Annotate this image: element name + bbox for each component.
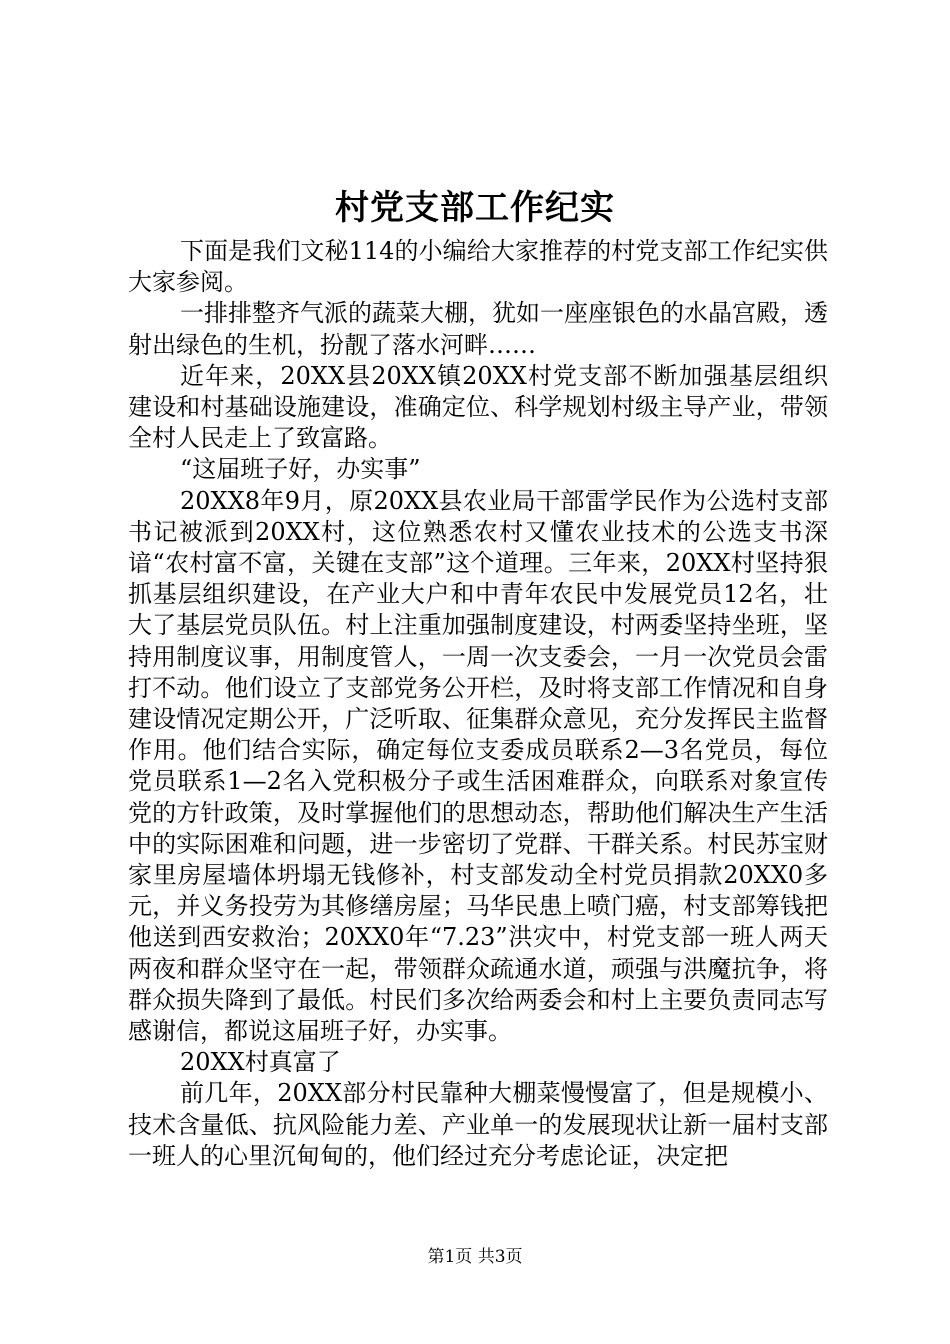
document-title: 村党支部工作纪实	[335, 188, 615, 228]
section-heading-good-team: “这届班子好，办实事”	[180, 455, 421, 484]
paragraph-organization: 20XX8年9月，原20XX县农业局干部雷学民作为公选村支部书记被派到20XX村，这位熟悉农村又懂农业技术的公选支书深谙“农村富不富，关键在支部”这个道理。三年来，20XX村坚持狠抓基层组织建设，在产业大户和中青年农民中发展党员12名，壮大了基层党员队伍。村上注重加强制度建设，村两委坚持坐班，坚持用制度议事，用制度管人，一周一次支委会，一月一次党员会雷打不动。他们设立了支部党务公开栏，及时将支部工作情况和自身建设情况定期公开，广泛听取、征集群众意见，充分发挥民主监督作用。他们结合实际，确定每位支委成员联系2—3名党员，每位党员联系1—2名入党积极分子或生活困难群众，向联系对象宣传党的方针政策，及时掌握他们的思想动态，帮助他们解决生产生活中的实际困难和问题，进一步密切了党群、干群关系。村民苏宝财家里房屋墙体坍塌无钱修补，村支部发动全村党员捐款20XX0多元，并义务投劳为其修缮房屋；马华民患上喷门癌，村支部筹钱把他送到西安救治；20XX0年“7.23”洪灾中，村党支部一班人两天两夜和群众坚守在一起，带领群众疏通水道，顽强与洪魔抗争，将群众损失降到了最低。村民们多次给两委会和村上主要负责同志写感谢信，都说这届班子好，办实事。	[128, 486, 828, 1046]
page-footer: 第1页 共3页	[427, 1247, 523, 1267]
paragraph-greenhouses: 一排排整齐气派的蔬菜大棚，犹如一座座银色的水晶宫殿，透射出绿色的生机，扮靓了落水河畔……	[128, 299, 828, 359]
section-heading-village-rich: 20XX村真富了	[180, 1048, 341, 1077]
paragraph-overview: 近年来，20XX县20XX镇20XX村党支部不断加强基层组织建设和村基础设施建设，准确定位、科学规划村级主导产业，带领全村人民走上了致富路。	[128, 361, 828, 453]
paragraph-intro: 下面是我们文秘114的小编给大家推荐的村党支部工作纪实供大家参阅。	[128, 237, 828, 297]
paragraph-development: 前几年，20XX部分村民靠种大棚菜慢慢富了，但是规模小、技术含量低、抗风险能力差、产业单一的发展现状让新一届村支部一班人的心里沉甸甸的，他们经过充分考虑论证，决定把	[128, 1079, 828, 1170]
document-body	[128, 236, 828, 1172]
